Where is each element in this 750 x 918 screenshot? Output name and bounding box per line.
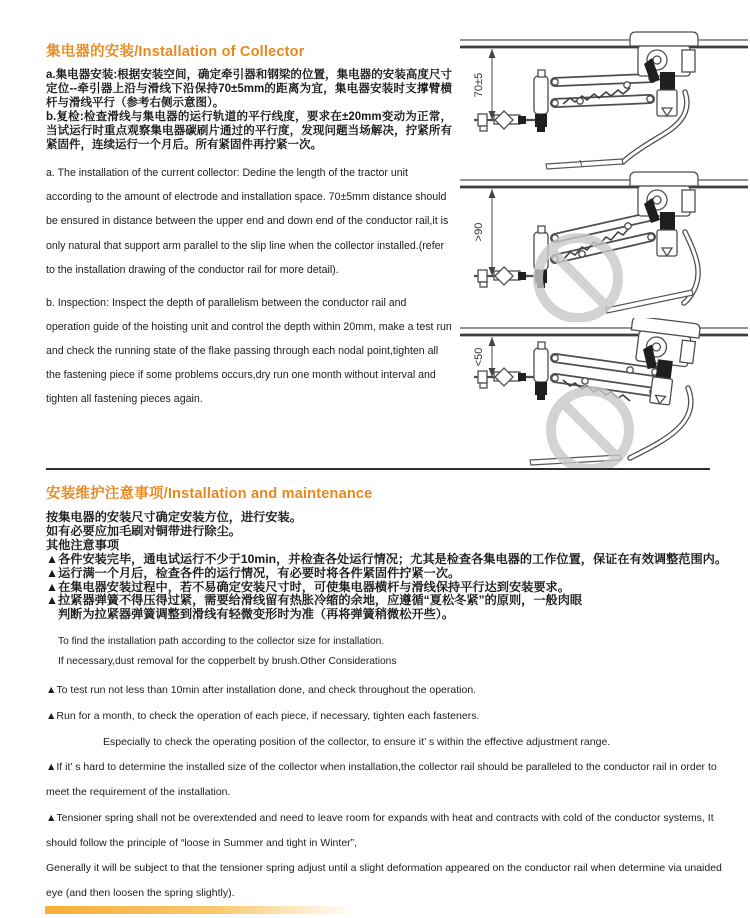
installation-en-paragraph-a: a. The installation of the current collector: Dedine the length of the tractor unit according to the amount of electrode and installation space. 70±5mm distance should be ensured in distance between the upper end and down end of the conductor rail,it is only natural that support arm parallel to the slip line when the collector installed.(refer to the installation drawing of the conductor rail for more detail). [46, 167, 449, 276]
mounting-bracket [546, 159, 623, 169]
dimension-label: >90 [473, 222, 485, 242]
en-bullet: ▲If it’ s hard to determine the installed size of the collector when installation,the collector rail should be paralleled to the conductor rail in order to meet the requirement of the installation. [46, 761, 717, 799]
footer-accent-bar [45, 906, 357, 914]
en-bullet: ▲To test run not less than 10min after installation done, and check throughout the operation. [46, 684, 477, 696]
cn-note-continuation: 判断为拉紧器弹簧调整到滑线有轻微变形时为准（再将弹簧稍微松开些）。 [58, 607, 455, 622]
maintenance-heading: 安装维护注意事项/Installation and maintenance [46, 486, 373, 502]
en-bullet: ▲Tensioner spring shall not be overextended and need to leave room for expands with heat and contracts with cold of the conductor systems, It should follow the principle of “loose in Summer and tight in Winter”, [46, 811, 714, 849]
section-installation [46, 40, 452, 412]
dimension-label: 70±5 [473, 72, 485, 98]
section-divider [46, 468, 710, 470]
cn-note-bullet: ▲在集电器安装过程中，若不易确定安装尺寸时，可使集电器横杆与滑线保持平行达到安装要求。 [46, 579, 570, 594]
collector-diagram-1 [460, 30, 748, 170]
maintenance-en-intro [58, 632, 740, 671]
cn-note-line: 按集电器的安装尺寸确定安装方位，进行安装。 [46, 510, 302, 524]
collector-mechanism [474, 172, 698, 288]
diagram-too-high-installation [460, 170, 748, 327]
installation-cn-paragraph-b: b.复检:检查滑线与集电器的运行轨道的平行线度，要求在±20mm变动为正常，当试运行时重点观察集电器碳刷片通过的平行度，发现问题当场解决，拧紧所有紧固件，连续运行一个月后。所有紧固件再拧紧一次。 [46, 111, 452, 152]
installation-heading: 集电器的安装/Installation of Collector [46, 44, 305, 60]
en-bullet-continuation: Generally it will be subject to that the tensioner spring adjust until a slight deformation appeared on the conductor rail when determine via unaided eye (and then loosen the spring slightly). [46, 862, 722, 900]
collector-diagram-2 [460, 170, 748, 322]
en-bullet: ▲Run for a month, to check the operation of each piece, if necessary, tighten each fasteners. [46, 709, 480, 722]
dimension-arrow [473, 49, 496, 120]
rail-lines [460, 40, 748, 47]
cn-note-bullet: ▲拉紧器弹簧不得压得过紧，需要给滑线留有热胀冷缩的余地，应遵循“夏松冬紧”的原则，一般肉眼 [46, 593, 583, 608]
cn-note-line: 如有必要应加毛刷对铜带进行除尘。 [46, 523, 241, 538]
dimension-label: <50 [473, 347, 485, 367]
dimension-arrow [473, 189, 496, 276]
maintenance-en-bullets [46, 678, 740, 906]
en-bullet-continuation: Especially to check the operating position of the collector, to ensure it’ s within the effective adjustment range. [103, 735, 611, 748]
cn-note-bullet: ▲运行满一个月后，检查各件的运行情况，有必要时将各件紧固件拧紧一次。 [46, 565, 461, 580]
en-intro-line: To find the installation path according to the collector size for installation. [58, 636, 385, 648]
rail-lines [460, 180, 748, 187]
rail-lines [460, 328, 748, 335]
section-maintenance [46, 482, 740, 906]
installation-cn-paragraph-a: a.集电器安装:根据安装空间，确定牵引器和钢梁的位置，集电器的安装高度尺寸定位--牵引器上沿与滑线下沿保持70±5mm的距离为宜，集电器安装时支撑臂横杆与滑线平行（参考右侧示意图）。 [46, 69, 452, 110]
diagram-too-low-installation [460, 318, 748, 475]
diagram-correct-installation [460, 30, 748, 175]
cn-note-line: 其他注意事项 [46, 537, 120, 552]
en-intro-line: If necessary,dust removal for the copperbelt by brush.Other Considerations [58, 655, 397, 667]
maintenance-cn-notes [46, 511, 740, 622]
installation-en-paragraph-b: b. Inspection: Inspect the depth of parallelism between the conductor rail and operation guide of the hoisting unit and control the depth within 20mm, make a test run and check the running state of the flake passing through each nodal point,tighten all the fastening piece if some problems occurs,dry run one month without interval and tighten all fastening pieces again. [46, 296, 452, 406]
collector-diagram-3 [460, 318, 748, 470]
cn-note-bullet: ▲各件安装完毕，通电试运行不少于10min，并检查各处运行情况；尤其是检查各集电器的工作位置，保证在有效调整范围内。 [46, 551, 728, 566]
